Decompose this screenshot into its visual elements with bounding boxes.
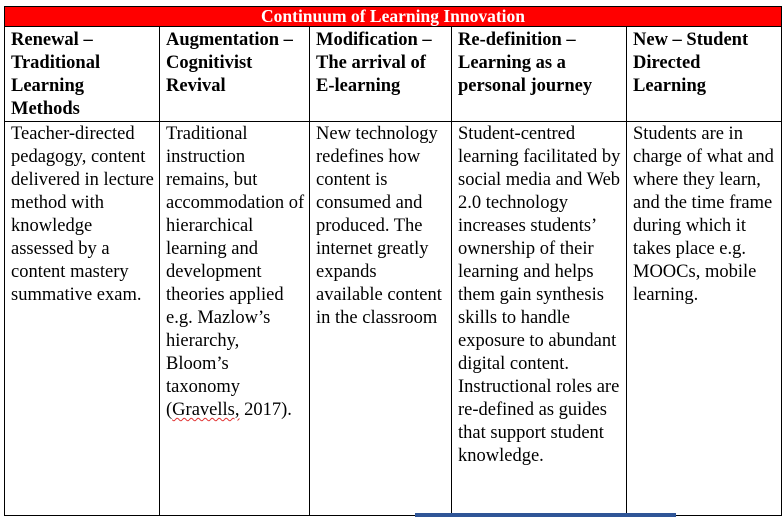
title-row bbox=[5, 7, 782, 27]
column-body-modification: New technology redefines how content is consumed and produced. The internet greatly expands available content in the classroom bbox=[310, 122, 452, 516]
body-row bbox=[5, 122, 782, 516]
spellcheck-flagged-word: Gravells, bbox=[172, 400, 240, 420]
table-title: Continuum of Learning Innovation bbox=[5, 7, 782, 27]
innovation-table bbox=[4, 6, 782, 516]
augmentation-body-citation-end: 2017). bbox=[239, 400, 292, 420]
heading-row bbox=[5, 27, 782, 122]
column-heading-redefinition: Re-definition – Learning as a personal journey bbox=[452, 27, 627, 122]
column-body-student-directed: Students are in charge of what and where they learn, and the time frame during which it takes place e.g. MOOCs, mobile learning. bbox=[627, 122, 782, 516]
column-body-redefinition: Student-centred learning facilitated by social media and Web 2.0 technology increases students’ ownership of their learning and helps them gain synthesis skills to handle exposure to abundant digital content. Instructional roles are re-defined as guides that support student knowledge. bbox=[452, 122, 627, 516]
augmentation-body-text: Traditional instruction remains, but accommodation of hierarchical learning and development theories applied e.g. Mazlow’s hierarchy, Bloom’s taxonomy ( bbox=[166, 124, 305, 420]
column-heading-augmentation: Augmentation – Cognitivist Revival bbox=[160, 27, 310, 122]
column-heading-modification: Modification – The arrival of E-learning bbox=[310, 27, 452, 122]
column-body-renewal: Teacher-directed pedagogy, content delivered in lecture method with knowledge assessed by a content mastery summative exam. bbox=[5, 122, 160, 516]
column-heading-renewal: Renewal – Traditional Learning Methods bbox=[5, 27, 160, 122]
selection-bar bbox=[415, 513, 676, 517]
column-body-augmentation bbox=[160, 122, 310, 516]
column-heading-student-directed: New – Student Directed Learning bbox=[627, 27, 782, 122]
